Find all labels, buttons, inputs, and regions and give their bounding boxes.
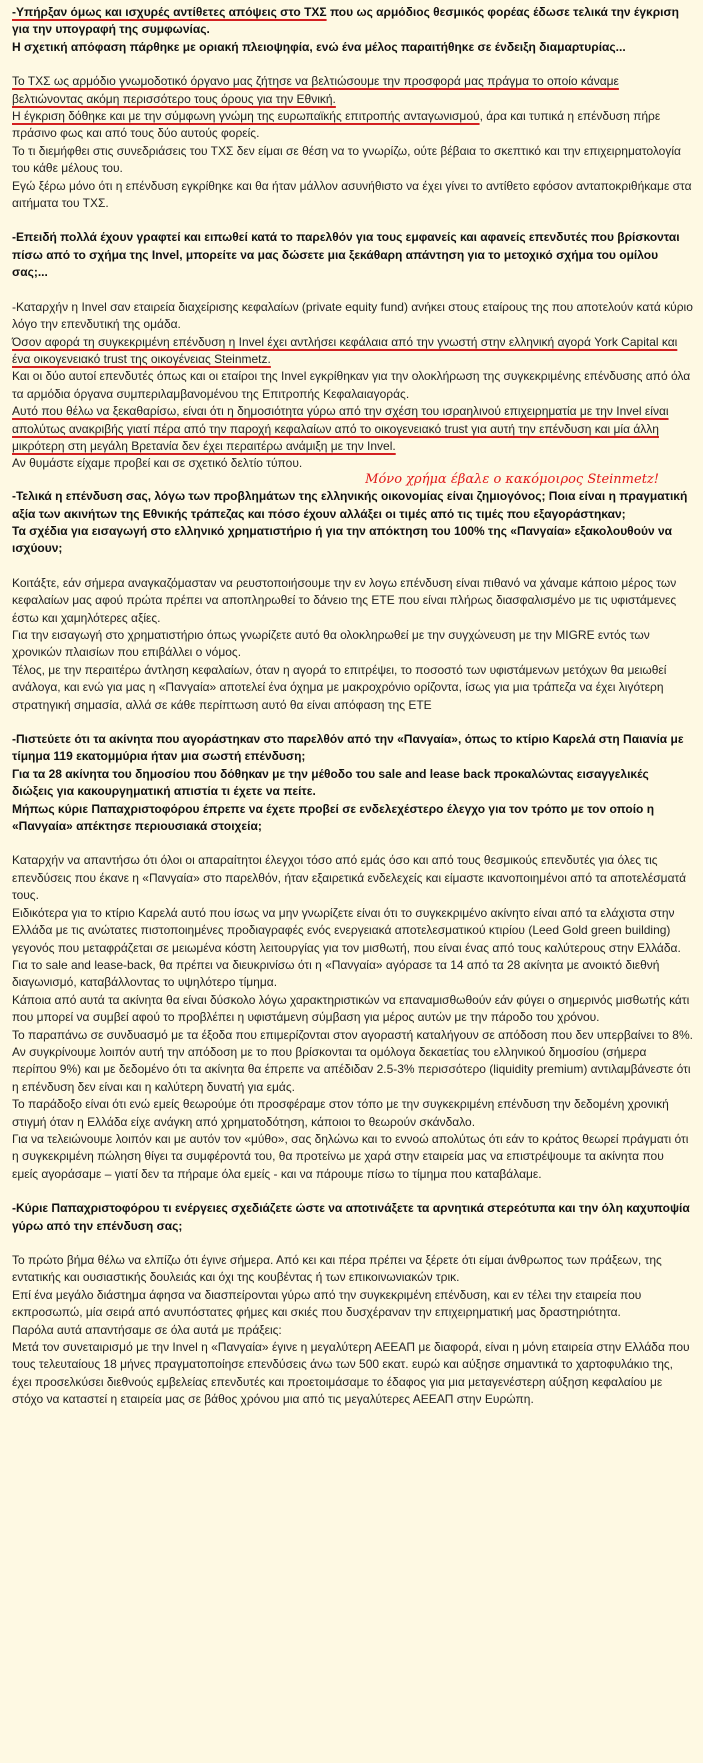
answer-4 bbox=[12, 852, 693, 1183]
answer-paragraph: -Καταρχήν η Invel σαν εταιρεία διαχείρισης κεφαλαίων (private equity fund) ανήκει στους εταίρους της που αποτελούν κατά κύριο λόγο την επενδυτική της ομάδα. bbox=[12, 299, 693, 332]
highlighted-paragraph: Όσον αφορά τη συγκεκριμένη επένδυση η Invel έχει αντλήσει κεφάλαια από την γνωστή στην ελληνική αγορά York Capital και ένα οικογενειακό trust της οικογένειας Steinmetz. bbox=[12, 334, 678, 366]
answer-1 bbox=[12, 73, 693, 212]
answer-paragraph: Καταρχήν να απαντήσω ότι όλοι οι απαραίτητοι έλεγχοι τόσο από εμάς όσο και από τους θεσμικούς επενδυτές για όλες τις επενδύσεις που έκανε η «Πανγαία» στο παρελθόν, ήταν εξαιρετικά ενδελεχείς και είμαστε ικανοποιημένοι από τα αποτελέσματά τους. bbox=[12, 853, 687, 903]
answer-paragraph: Αν θυμάστε είχαμε προβεί και σε σχετικό δελτίο τύπου. bbox=[12, 456, 303, 471]
answer-paragraph: Κοιτάξτε, εάν σήμερα αναγκαζόμασταν να ρευστοποιήσουμε την εν λογω επένδυση είναι πιθανό να χάναμε κάποιο μέρος των κεφαλαίων μας αφού πρώτα πρέπει να αποπληρωθεί το δάνειο της ΕΤΕ που είναι πλήρως διασφαλισμένο με τις υφιστάμενες έστω και χαμηλότερες αξίες. bbox=[12, 575, 677, 625]
question-text: Για τα 28 ακίνητα του δημοσίου που δόθηκαν με την μέθοδο του sale and lease back προκαλώντας εισαγγελικές διώξεις για κακουργηματική απιστία τι έχετε να πείτε. bbox=[12, 766, 649, 799]
answer-paragraph: Το τι διεμήφθει στις συνεδριάσεις του ΤΧΣ δεν είμαι σε θέση να το γνωρίζω, ούτε βέβαια το σκεπτικό και την επιχειρηματολογία του κάθε μέλους του. bbox=[12, 143, 681, 176]
answer-3 bbox=[12, 575, 693, 714]
question-5 bbox=[12, 1200, 693, 1235]
answer-paragraph: Για το sale and lease-back, θα πρέπει να διευκρινίσω ότι η «Πανγαία» αγόρασε τα 14 από τα 28 ακίνητα με ανοικτό διεθνή διαγωνισμό, καταβάλλοντας το υψηλότερο τίμημα. bbox=[12, 957, 660, 990]
answer-paragraph: Αν συγκρίνουμε λοιπόν αυτή την απόδοση με το που βρίσκονται τα ομόλογα δεκαετίας του ελληνικού δημοσίου (σήμερα περίπου 9%) και με δεδομένο ότι τα ακίνητα θα έπρεπε να απέδιδαν 2.5-3% περισσότερο (liquidity premium) αντιλαμβάνεστε ότι η επένδυση δεν είναι και η καλύτερη δυνατή για εμάς. bbox=[12, 1044, 691, 1094]
answer-paragraph: Για την εισαγωγή στο χρηματιστήριο όπως γνωρίζετε αυτό θα ολοκληρωθεί με την συγχώνευση με την MIGRE εντός των χρονικών πλαισίων που επιβάλλει ο νόμος. bbox=[12, 628, 650, 660]
question-4 bbox=[12, 731, 693, 835]
answer-paragraph: Μετά τον συνεταιρισμό με την Invel η «Πανγαία» έγινε η μεγαλύτερη ΑΕΕΑΠ με διαφορά, είναι η μόνη εταιρεία στην Ελλάδα που τους τελευταίους 18 μήνες πραγματοποίησε επενδύσεις άνω των 500 εκατ. ευρώ και αύξησε σημαντικά το χαρτοφυλάκιο της, έχει προσελκύσει διεθνούς εμβελείας επενδυτές και προετοιμάσαμε το έδαφος για μια μεταγενέστερη αύξηση κεφαλαίου με στόχο να καταστεί η εταιρεία μας σε βάθος χρόνου μια από τις μεγαλύτερες ΑΕΕΑΠ στην Ευρώπη. bbox=[12, 1340, 690, 1407]
question-text-rest: που ως αρμόδιος θεσμικός φορέας έδωσε τελικά την έγκριση για την υπογραφή της συμφωνίας. bbox=[12, 5, 680, 37]
highlighted-paragraph: Το ΤΧΣ ως αρμόδιο γνωμοδοτικό όργανο μας ζήτησε να βελτιώσουμε την προσφορά μας πράγμα το οποίο κάναμε βελτιώνοντας ακόμη περισσότερο τους όρους για την Εθνική. bbox=[12, 74, 619, 106]
question-text: -Κύριε Παπαχριστοφόρου τι ενέργειες σχεδιάζετε ώστε να αποτινάξετε τα αρνητικά στερεότυπα και την όλη καχυποψία γύρω από την επένδυση σας; bbox=[12, 1201, 690, 1233]
question-text: -Τελικά η επένδυση σας, λόγω των προβλημάτων της ελληνικής οικονομίας είναι ζημιογόνος; Ποια είναι η πραγματική αξία των ακινήτων της Εθνικής τράπεζας και πόσο έχουν αλλάξει οι τιμές από τις τιμές που εξαγοράστηκαν; bbox=[12, 489, 688, 521]
question-text: Μήπως κύριε Παπαχριστοφόρου έπρεπε να έχετε προβεί σε ενδελεχέστερο έλεγχο για τον τρόπο με τον οποίο η «Πανγαία» απέκτησε περιουσιακά στοιχεία; bbox=[12, 801, 655, 834]
answer-paragraph: Κάποια από αυτά τα ακίνητα θα είναι δύσκολο λόγω χαρακτηριστικών να επαναμισθωθούν εάν φύγει ο σημερινός μισθωτής κάτι που μπορεί να συμβεί αφού το προβλέπει η υφιστάμενη σύμβαση για μέρος αυτών με την πάροδο του χρόνου. bbox=[12, 992, 690, 1025]
answer-paragraph: Το παραπάνω σε συνδυασμό με τα έξοδα που επιμερίζονται στον αγοραστή καταλήγουν σε απόδοση που δεν υπερβαίνει το 8%. bbox=[12, 1027, 693, 1042]
answer-paragraph: Ειδικότερα για το κτίριο Καρελά αυτό που ίσως να μην γνωρίζετε είναι ότι το συγκεκριμένο ακίνητο είναι από τα ελάχιστα στην Ελλάδα με τις ανώτατες πιστοποιημένες προδιαγραφές ενός ενεργειακά αποτελεσματικού κτιρίου (Leed Gold green building) γεγονός που μεταφράζεται σε μειωμένα κόστη λειτουργίας για τον μισθωτή, που είναι ένας από τους καλύτερους στην Ελλάδα. bbox=[12, 905, 681, 955]
question-2 bbox=[12, 229, 693, 281]
question-text: Τα σχέδια για εισαγωγή στο ελληνικό χρηματιστήριο ή για την απόκτηση του 100% της «Πανγαία» εξακολουθούν να ισχύουν; bbox=[12, 523, 673, 556]
answer-2 bbox=[12, 299, 693, 488]
highlighted-text: -Υπήρξαν όμως και ισχυρές αντίθετες απόψεις στο ΤΧΣ bbox=[12, 5, 327, 19]
answer-text-rest: , άρα και τυπικά η επένδυση πήρε πράσινο φως και από τους δύο αυτούς φορείς. bbox=[12, 109, 661, 141]
answer-paragraph bbox=[12, 108, 693, 143]
question-text bbox=[12, 4, 693, 39]
answer-paragraph: Παρόλα αυτά απαντήσαμε σε όλα αυτά με πράξεις: bbox=[12, 1322, 282, 1337]
highlighted-text: Η έγκριση δόθηκε και με την σύμφωνη γνώμη της ευρωπαϊκής επιτροπής ανταγωνισμού bbox=[12, 109, 480, 124]
question-text: Η σχετική απόφαση πάρθηκε με οριακή πλειοψηφία, ενώ ένα μέλος παραιτήθηκε σε ένδειξη διαμαρτυρίας... bbox=[12, 39, 626, 54]
answer-paragraph: Το πρώτο βήμα θέλω να ελπίζω ότι έγινε σήμερα. Από κει και πέρα πρέπει να ξέρετε ότι είμαι άνθρωπος των πράξεων, της εντατικής και ουσιαστικής δουλειάς και όχι της κουβέντας ή των επικοινωνιακών τρικ. bbox=[12, 1253, 662, 1285]
answer-paragraph: Τέλος, με την περαιτέρω άντληση κεφαλαίων, όταν η αγορά το επιτρέψει, το ποσοστό των υφιστάμενων μετόχων θα μειωθεί ανάλογα, και ενώ για μας η «Πανγαία» αποτελεί ένα όχημα με μακροχρόνιο ορίζοντα, ίσως για μια τράπεζα να έχει λιγότερη στρατηγική σημασία, αλλά σε κάθε περίπτωση αυτό θα είναι απόφαση της ΕΤΕ bbox=[12, 662, 667, 712]
highlighted-paragraph: Αυτό που θέλω να ξεκαθαρίσω, είναι ότι η δημοσιότητα γύρω από την σχέση του ισραηλινού επιχειρηματία με την Invel είναι απολύτως ανακριβής γιατί πέρα από την παροχή κεφαλαίων από το οικογενειακό trust για αυτή την επένδυση και μία άλλη μικρότερη στη μεγάλη Βρετανία δεν έχει περαιτέρω ανάμιξη με την Invel. bbox=[12, 404, 669, 453]
answer-paragraph: Επί ένα μεγάλο διάστημα άφησα να διασπείρονται γύρω από την συγκεκριμένη επένδυση, και εν τέλει την εταιρεία που εκπροσωπώ, μία σειρά από ανυπόστατες φήμες και σκιές που δυσχέραναν την επιχειρηματική μας δραστηριότητα. bbox=[12, 1287, 642, 1320]
answer-5 bbox=[12, 1252, 693, 1409]
answer-paragraph: Το παράδοξο είναι ότι ενώ εμείς θεωρούμε ότι προσφέραμε στον τόπο με την συγκεκριμένη επένδυση την δεδομένη χρονική στιγμή όταν η Ελλάδα είχε ανάγκη από χρηματοδότηση, κάποιοι το θεωρούν σκάνδαλο. bbox=[12, 1097, 669, 1129]
question-3 bbox=[12, 488, 693, 558]
question-text: -Πιστεύετε ότι τα ακίνητα που αγοράστηκαν στο παρελθόν από την «Πανγαία», όπως το κτίριο Καρελά στη Παιανία με τίμημα 119 εκατομμύρια ήταν μια σωστή επένδυση; bbox=[12, 732, 684, 764]
question-text: -Επειδή πολλά έχουν γραφτεί και ειπωθεί κατά το παρελθόν για τους εμφανείς και αφανείς επενδυτές που βρίσκονται πίσω από το σχήμα της Invel, μπορείτε να μας δώσετε μια ξεκάθαρη απάντηση για το μετοχικό σχήμα του ομίλου σας;... bbox=[12, 230, 680, 280]
question-1 bbox=[12, 4, 693, 56]
handwritten-annotation: Μόνο χρήμα έβαλε ο κακόμοιρος Steinmetz! bbox=[365, 471, 659, 487]
answer-paragraph: Και οι δύο αυτοί επενδυτές όπως και οι εταίροι της Invel εγκρίθηκαν για την ολοκλήρωση της συγκεκριμένης επένδυσης από όλα τα αρμόδια όργανα συμπεριλαμβανομένου της Επιτροπής Κεφαλαιαγοράς. bbox=[12, 369, 691, 401]
answer-paragraph: Εγώ ξέρω μόνο ότι η επένδυση εγκρίθηκε και θα ήταν μάλλον ασυνήθιστο να έχει γίνει το αντίθετο εφόσον ανταποκριθήκαμε στα αιτήματα του ΤΧΣ. bbox=[12, 178, 692, 211]
answer-paragraph: Για να τελειώνουμε λοιπόν και με αυτόν τον «μύθο», σας δηλώνω και το εννοώ απολύτως ότι εάν το κράτος θεωρεί πράγματι ότι η συγκεκριμένη πώληση θίγει τα συμφέροντά του, θα προτείνω με χαρά στην εταιρεία μας να επιστρέψουμε τα ακίνητα που εμείς αγοράσαμε – γιατί δεν τα πήραμε όλα εμείς - και να πάρουμε πίσω το τίμημα που καταβάλαμε. bbox=[12, 1131, 689, 1181]
